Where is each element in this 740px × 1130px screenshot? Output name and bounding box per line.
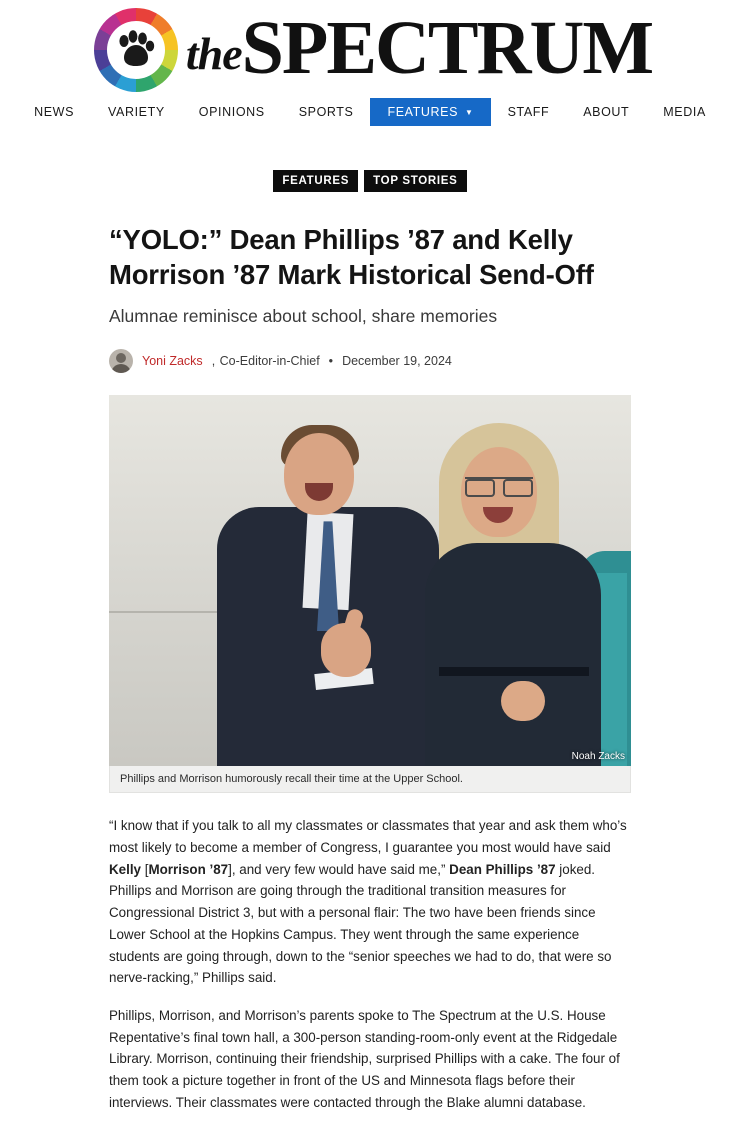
run-text-bold: Kelly	[109, 861, 142, 877]
publish-date: December 19, 2024	[342, 354, 452, 369]
nav-item-opinions[interactable]	[182, 98, 282, 126]
nav-label: ABOUT	[583, 105, 630, 119]
wordmark-the: the	[185, 27, 242, 79]
nav-item-news[interactable]	[17, 98, 91, 126]
article-tags	[109, 170, 631, 192]
wordmark-spectrum: SPECTRUM	[241, 5, 653, 90]
nav-item-features[interactable]	[370, 98, 490, 126]
paragraph	[109, 1005, 631, 1114]
run-text: [	[141, 861, 149, 877]
byline-role: ,	[211, 354, 219, 369]
run-text: joked. Phillips and Morrison are going through the traditional transition measures for Congressional District 3, but with a personal flair: The two have been friends since Lower School at the Hopkins Campus. They went through the same experience students are going through, down to the “senior speeches we had to do, that were so nerve-racking,” Phillips said.	[109, 861, 612, 986]
tag-features[interactable]: FEATURES	[273, 170, 358, 192]
site-masthead	[0, 0, 740, 92]
nav-label: MEDIA	[663, 105, 706, 119]
photo-woman-glasses	[465, 477, 533, 491]
run-text: ], and very few would have said me,”	[228, 861, 450, 877]
byline	[109, 349, 631, 373]
run-text-bold: Dean Phillips ’87	[449, 861, 556, 877]
byline-separator: •	[328, 354, 334, 369]
site-logo[interactable]	[88, 4, 184, 92]
article-text	[109, 815, 631, 1113]
nav-item-about[interactable]	[566, 98, 646, 126]
nav-label: OPINIONS	[198, 105, 265, 119]
nav-label: FEATURES	[387, 105, 459, 119]
photo-woman-belt	[439, 667, 589, 676]
nav-label: STAFF	[507, 105, 550, 119]
run-text: Phillips, Morrison, and Morrison’s parents spoke to The Spectrum at the U.S. House Repentative’s final town hall, a 300-person standing-room-only event at the Ridgedale Library. Morrison, continuing their friendship, surprised Phillips with a cake. The four of them took a picture together in front of the US and Minnesota flags before their interviews. Their classmates were contacted through the Blake alumni database.	[109, 1008, 620, 1110]
nav-item-staff[interactable]	[491, 98, 567, 126]
author-role: Co-Editor-in-Chief	[219, 354, 320, 369]
site-wordmark[interactable]	[185, 5, 653, 90]
tag-top-stories[interactable]: TOP STORIES	[364, 170, 466, 192]
photo-woman-dress	[425, 543, 601, 766]
nav-label: SPORTS	[298, 105, 354, 119]
article-subhead: Alumnae reminisce about school, share memories	[109, 306, 498, 327]
run-text: “I know that if you talk to all my classmates or classmates that year and ask them who’s most likely to become a member of Congress, I guarantee you most would have said	[109, 818, 627, 856]
photo-man-face	[284, 433, 354, 515]
page-title: “YOLO:” Dean Phillips ’87 and Kelly Morrison ’87 Mark Historical Send-Off	[109, 224, 594, 291]
article-body	[109, 136, 631, 1114]
photo-caption: Phillips and Morrison humorously recall their time at the Upper School.	[109, 766, 631, 793]
article-figure	[109, 395, 631, 793]
paw-print-icon	[114, 28, 158, 72]
paragraph	[109, 815, 631, 989]
author-link[interactable]: Yoni Zacks	[142, 354, 203, 369]
photo-person-right-edge-2	[597, 573, 627, 766]
run-text-bold: Morrison ’87	[148, 861, 229, 877]
avatar	[109, 349, 133, 373]
photo-woman-hand	[501, 681, 545, 721]
article-photo	[109, 395, 631, 766]
nav-item-variety[interactable]	[91, 98, 182, 126]
nav-label: NEWS	[34, 105, 75, 119]
nav-item-sports[interactable]	[282, 98, 371, 126]
photo-credit: Noah Zacks	[571, 751, 625, 763]
nav-item-media[interactable]	[646, 98, 723, 126]
nav-label: VARIETY	[108, 105, 165, 119]
main-navigation	[0, 92, 740, 136]
chevron-down-icon: ▼	[465, 108, 474, 117]
